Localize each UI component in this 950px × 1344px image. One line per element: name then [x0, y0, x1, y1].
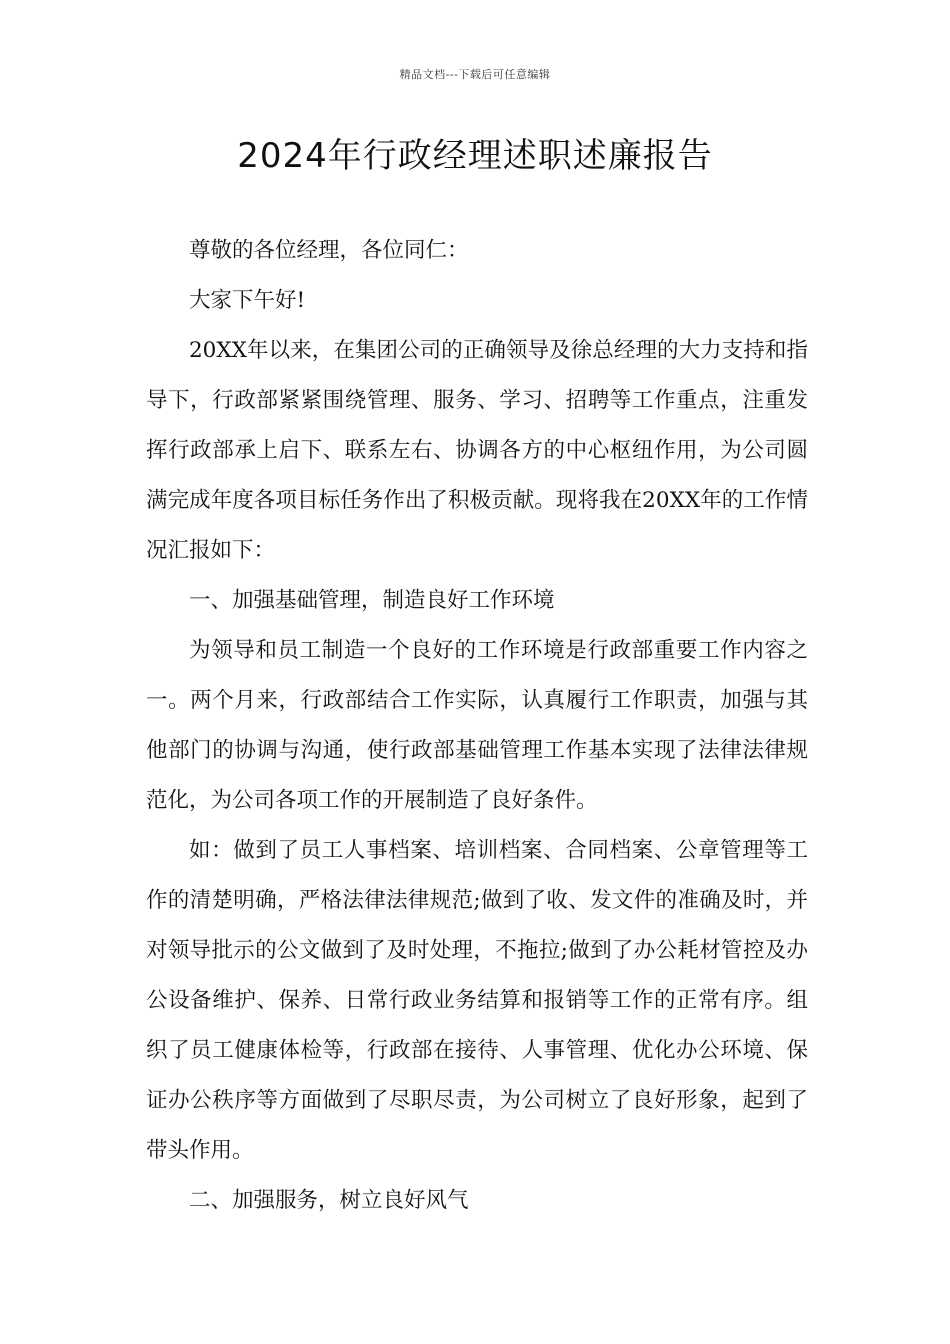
salutation: 尊敬的各位经理，各位同仁： [189, 238, 469, 263]
greeting: 大家下午好! [189, 288, 306, 313]
section-heading-1: 一、加强基础管理，制造良好工作环境 [189, 588, 555, 613]
header-note: 精品文档---下载后可任意编辑 [399, 68, 551, 81]
body-paragraph: 为领导和员工制造一个良好的工作环境是行政部重要工作内容之一。两个月来，行政部结合工作实际，认真履行工作职责，加强与其他部门的协调与沟通，使行政部基础管理工作基本实现了法律法律规范化，为公司各项工作的开展制造了良好条件。 [146, 638, 808, 813]
document-body [146, 226, 808, 1226]
document-title: 2024年行政经理述职述廉报告 [237, 136, 713, 176]
intro-paragraph: 20XX年以来，在集团公司的正确领导及徐总经理的大力支持和指导下，行政部紧紧围绕管理、服务、学习、招聘等工作重点，注重发挥行政部承上启下、联系左右、协调各方的中心枢纽作用，为公司圆满完成年度各项目标任务作出了积极贡献。现将我在20XX年的工作情况汇报如下： [146, 338, 808, 563]
section-heading-2: 二、加强服务，树立良好风气 [189, 1188, 469, 1213]
body-paragraph: 如：做到了员工人事档案、培训档案、合同档案、公章管理等工作的清楚明确，严格法律法律规范;做到了收、发文件的准确及时，并对领导批示的公文做到了及时处理，不拖拉;做到了办公耗材管控及办公设备维护、保养、日常行政业务结算和报销等工作的正常有序。组织了员工健康体检等，行政部在接待、人事管理、优化办公环境、保证办公秩序等方面做到了尽职尽责，为公司树立了良好形象，起到了带头作用。 [146, 838, 808, 1163]
